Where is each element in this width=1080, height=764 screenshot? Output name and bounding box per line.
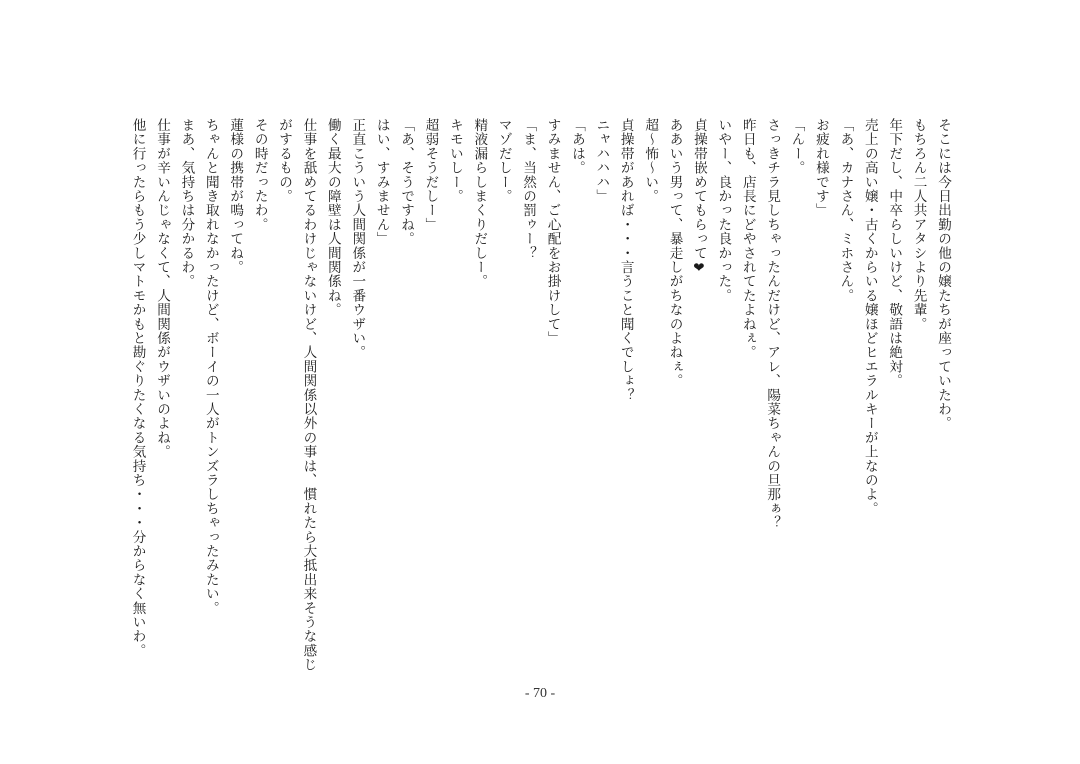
text-line: 他に行ったらもう少しマトモかもと勘ぐりたくなる気持ち・・・分からなく無いわ。 [129,118,146,658]
text-line: 「ま、当然の罰ゥー？ [520,118,537,260]
text-line: もちろん二人共アタシより先輩。 [910,118,927,331]
text-line: いやー、良かった良かった。 [715,118,732,303]
text-line: がするもの。 [276,118,293,204]
text-line: キモいしー。 [446,118,463,204]
text-line: すみません、ご心配をお掛けして」 [544,118,561,346]
text-line: 売上の高い嬢・古くからいる嬢ほどヒエラルキーが上なのよ。 [861,118,878,516]
text-line: 仕事を舐めてるわけじゃないけど、人間関係以外の事は、慣れたら大抵出来そうな感じ [300,118,317,672]
page-number: - 70 - [524,686,556,701]
text-line: その時だったわ。 [251,118,268,232]
text-line: 働く最大の障壁は人間関係ね。 [324,118,341,317]
text-line: 昨日も、店長にどやされてたよねぇ。 [739,118,756,360]
text-line: さっきチラ見しちゃったんだけど、アレ、陽菜ちゃんの旦那ぁ？ [764,118,781,530]
text-line: 年下だし、中卒らしいけど、敬語は絶対。 [886,118,903,388]
text-line: はい、すみません」 [373,118,390,246]
text-line: 「あは。 [568,118,585,175]
text-line: 「あ、カナさん、ミホさん。 [837,118,854,303]
text-line: 貞操帯嵌めてもらって❤ [690,118,707,277]
text-line: 仕事が辛いんじゃなくて、人間関係がウザいのよね。 [154,118,170,459]
text-line: お疲れ様です」 [812,118,829,218]
text-line: ちゃんと聞き取れなかったけど、ボーイの一人がトンズラしちゃったみたい。 [202,118,219,615]
text-line: 「んー。 [788,118,805,175]
vertical-text-block [125,118,955,678]
text-line: 超〜怖〜い。 [642,118,659,204]
text-line: そこには今日出勤の他の嬢たちが座っていたわ。 [935,118,951,431]
text-line: 精液漏らしまくりだしー。 [471,118,488,289]
text-line: 「あ、そうですね。 [398,118,415,246]
text-line: ニャハハハ」 [593,118,610,204]
text-line: 貞操帯があれば・・・言うこと聞くでしょ？ [617,118,634,402]
text-line: 超弱そうだしー」 [422,118,439,232]
text-line: ああいう男って、暴走しがちなのよねぇ。 [666,118,683,388]
text-line: まあ、気持ちは分かるわ。 [178,118,195,289]
text-line: 正直こういう人間関係が一番ウザい。 [349,118,366,360]
text-line: マゾだしー。 [495,118,512,204]
text-line: 蓮様の携帯が鳴ってね。 [227,118,244,275]
